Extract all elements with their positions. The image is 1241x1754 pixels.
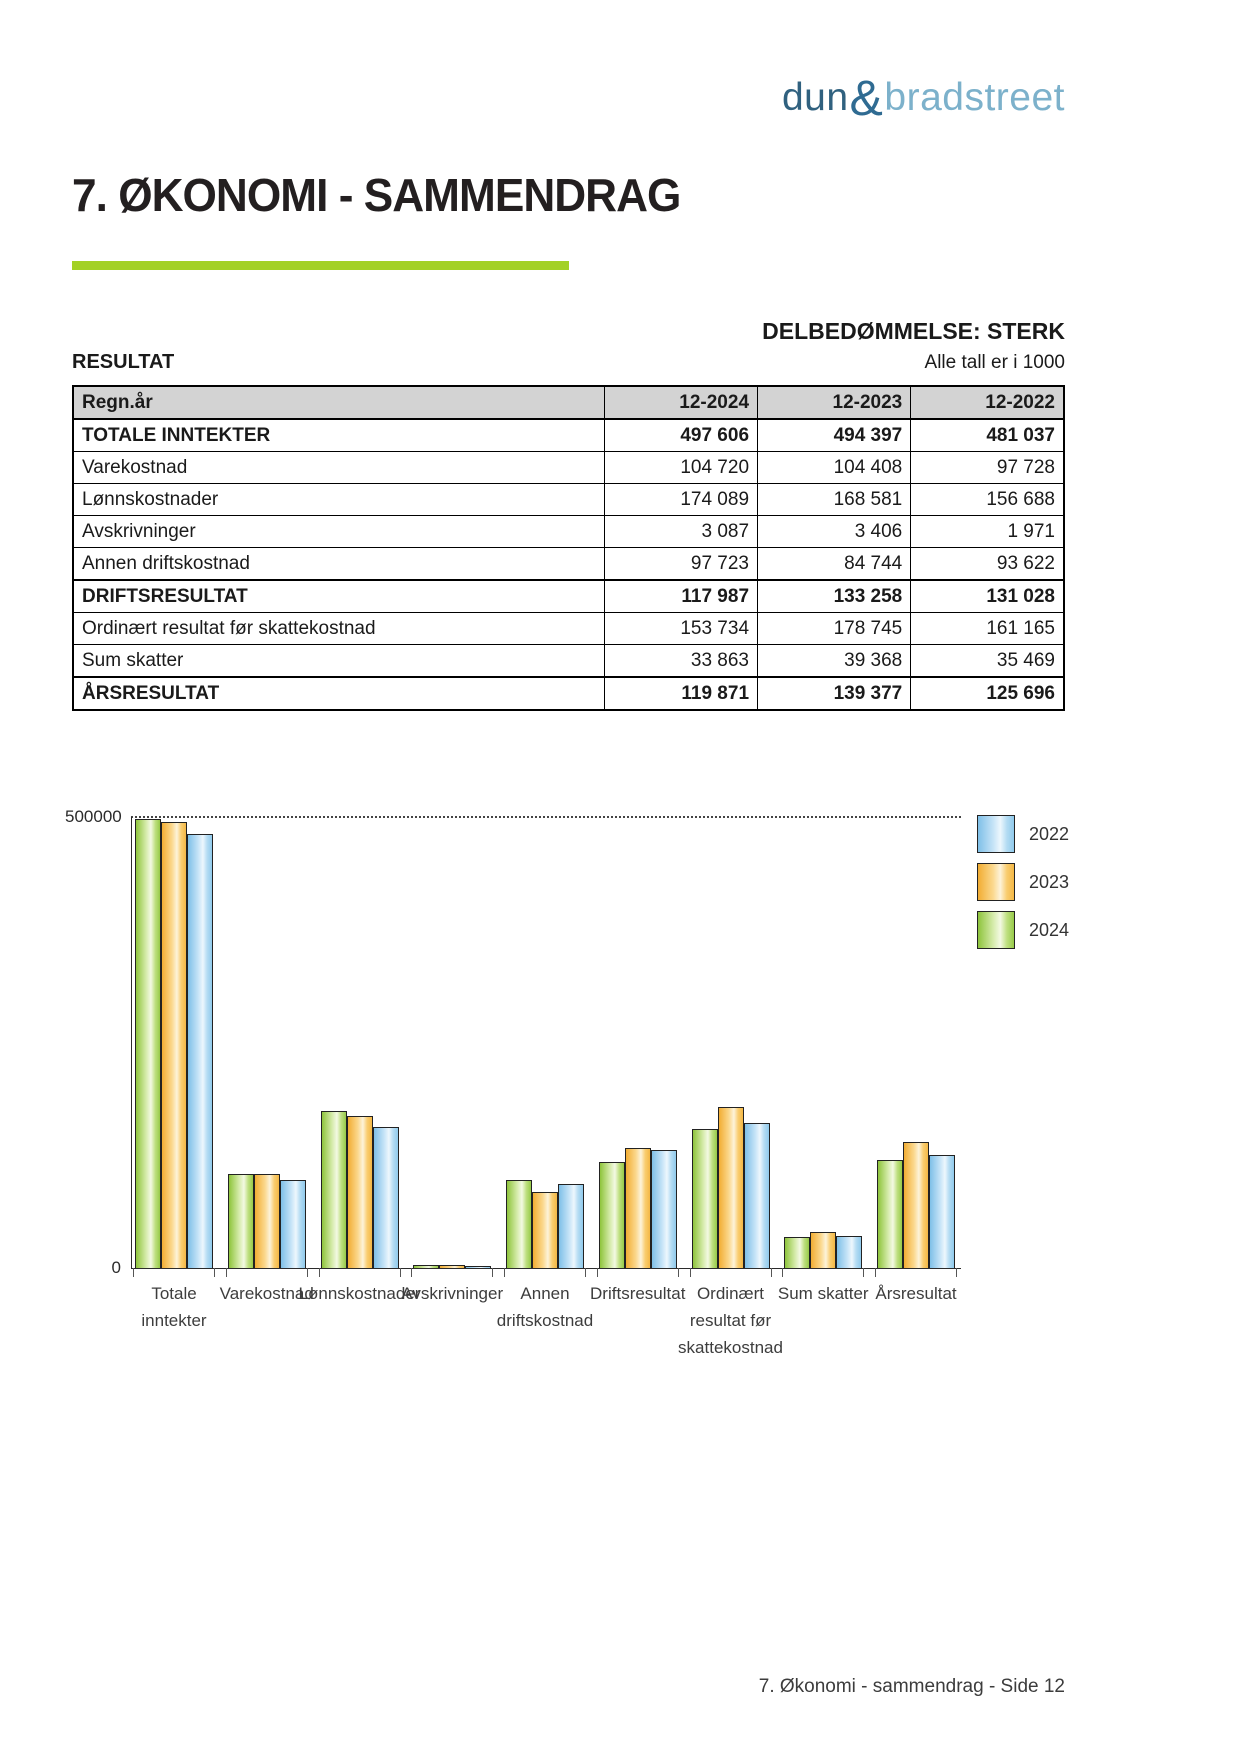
category-label: Varekostnad bbox=[219, 1284, 314, 1303]
table-row bbox=[73, 677, 1064, 710]
category-label: Totale inntekter bbox=[141, 1284, 207, 1330]
logo-text-dun: dun bbox=[781, 76, 849, 119]
row-label: Varekostnad bbox=[73, 452, 604, 484]
row-value: 104 720 bbox=[604, 452, 757, 484]
bar-2023 bbox=[254, 1174, 280, 1268]
table-row bbox=[73, 419, 1064, 452]
bar-2024 bbox=[692, 1129, 718, 1268]
x-axis-tick bbox=[400, 1268, 401, 1277]
x-axis-line bbox=[131, 1268, 961, 1269]
logo-text-bradstreet: bradstreet bbox=[884, 76, 1065, 119]
bar-2023 bbox=[718, 1107, 744, 1268]
accent-rule bbox=[72, 261, 569, 270]
bar-2022 bbox=[558, 1184, 584, 1268]
row-value: 125 696 bbox=[911, 677, 1064, 710]
legend-item-2023 bbox=[977, 863, 1069, 901]
bar-2023 bbox=[903, 1142, 929, 1268]
table-header-row bbox=[73, 386, 1064, 419]
row-value: 178 745 bbox=[758, 613, 911, 645]
x-axis-tick bbox=[411, 1268, 412, 1277]
row-value: 494 397 bbox=[758, 419, 911, 452]
table-header-cell: 12-2024 bbox=[604, 386, 757, 419]
bar-2024 bbox=[599, 1162, 625, 1268]
bar-2024 bbox=[506, 1180, 532, 1268]
bar-2024 bbox=[321, 1111, 347, 1268]
bar-chart bbox=[65, 790, 1175, 1400]
row-value: 131 028 bbox=[911, 580, 1064, 613]
row-value: 84 744 bbox=[758, 548, 911, 581]
bar-2022 bbox=[929, 1155, 955, 1268]
section-label-resultat: RESULTAT bbox=[72, 351, 175, 373]
bar-2023 bbox=[810, 1232, 836, 1268]
bar-2023 bbox=[439, 1265, 465, 1268]
y-axis-max-label: 500000 bbox=[65, 807, 122, 826]
bar-group bbox=[599, 817, 677, 1268]
row-value: 104 408 bbox=[758, 452, 911, 484]
x-axis-tick bbox=[771, 1268, 772, 1277]
row-value: 35 469 bbox=[911, 645, 1064, 678]
table-row bbox=[73, 452, 1064, 484]
row-value: 161 165 bbox=[911, 613, 1064, 645]
bar-2024 bbox=[784, 1237, 810, 1268]
assessment-heading: DELBEDØMMELSE: STERK bbox=[762, 318, 1065, 344]
table-header-cell: 12-2022 bbox=[911, 386, 1064, 419]
bar-2022 bbox=[465, 1266, 491, 1268]
x-axis-tick bbox=[585, 1268, 586, 1277]
row-value: 497 606 bbox=[604, 419, 757, 452]
table-row bbox=[73, 645, 1064, 678]
row-label: TOTALE INNTEKTER bbox=[73, 419, 604, 452]
row-value: 33 863 bbox=[604, 645, 757, 678]
row-value: 139 377 bbox=[758, 677, 911, 710]
bar-group bbox=[413, 817, 491, 1268]
bar-2023 bbox=[161, 822, 187, 1268]
x-axis-tick bbox=[319, 1268, 320, 1277]
x-axis-tick bbox=[133, 1268, 134, 1277]
bar-2022 bbox=[373, 1127, 399, 1268]
bar-group bbox=[135, 817, 213, 1268]
legend-label: 2023 bbox=[1029, 871, 1070, 892]
chart-legend bbox=[977, 815, 1069, 959]
x-axis-tick bbox=[863, 1268, 864, 1277]
table-row bbox=[73, 484, 1064, 516]
bar-2024 bbox=[135, 819, 161, 1268]
legend-item-2024 bbox=[977, 911, 1069, 949]
logo-ampersand-icon: & bbox=[849, 70, 884, 126]
legend-swatch-2024 bbox=[977, 911, 1015, 949]
table-row bbox=[73, 548, 1064, 581]
row-label: DRIFTSRESULTAT bbox=[73, 580, 604, 613]
category-label: Sum skatter bbox=[777, 1284, 869, 1303]
bar-group bbox=[506, 817, 584, 1268]
x-axis-tick bbox=[597, 1268, 598, 1277]
row-value: 1 971 bbox=[911, 516, 1064, 548]
y-axis-line bbox=[131, 817, 132, 1269]
legend-label: 2022 bbox=[1029, 823, 1070, 844]
legend-label: 2024 bbox=[1029, 919, 1070, 940]
bar-2022 bbox=[280, 1180, 306, 1268]
row-value: 117 987 bbox=[604, 580, 757, 613]
bar-2022 bbox=[836, 1236, 862, 1268]
row-value: 97 723 bbox=[604, 548, 757, 581]
category-label: Årsresultat bbox=[875, 1284, 957, 1303]
legend-swatch-2023 bbox=[977, 863, 1015, 901]
bar-group bbox=[877, 817, 955, 1268]
row-value: 3 087 bbox=[604, 516, 757, 548]
page-footer: 7. Økonomi - sammendrag - Side 12 bbox=[758, 1676, 1065, 1697]
table-header-cell: 12-2023 bbox=[758, 386, 911, 419]
category-label: Annen driftskostnad bbox=[496, 1284, 594, 1330]
row-value: 39 368 bbox=[758, 645, 911, 678]
row-value: 97 728 bbox=[911, 452, 1064, 484]
table-row bbox=[73, 613, 1064, 645]
legend-item-2022 bbox=[977, 815, 1069, 853]
x-axis-tick bbox=[875, 1268, 876, 1277]
table-header-cell: Regn.år bbox=[73, 386, 604, 419]
bar-group bbox=[784, 817, 862, 1268]
category-label: Avskrivninger bbox=[401, 1284, 504, 1303]
row-label: Sum skatter bbox=[73, 645, 604, 678]
bar-2024 bbox=[877, 1160, 903, 1268]
bar-group bbox=[228, 817, 306, 1268]
bar-group bbox=[692, 817, 770, 1268]
row-label: Ordinært resultat før skattekostnad bbox=[73, 613, 604, 645]
row-value: 119 871 bbox=[604, 677, 757, 710]
bar-2024 bbox=[228, 1174, 254, 1268]
x-axis-tick bbox=[214, 1268, 215, 1277]
category-label: Driftsresultat bbox=[590, 1284, 686, 1303]
bar-2023 bbox=[347, 1116, 373, 1268]
category-label: Lønnskostnader bbox=[298, 1284, 421, 1303]
bar-2023 bbox=[625, 1148, 651, 1268]
x-axis-tick bbox=[678, 1268, 679, 1277]
row-value: 133 258 bbox=[758, 580, 911, 613]
financial-table bbox=[72, 385, 1065, 711]
row-value: 3 406 bbox=[758, 516, 911, 548]
x-axis-tick bbox=[690, 1268, 691, 1277]
bar-2022 bbox=[744, 1123, 770, 1268]
category-label: Ordinært resultat før skattekostnad bbox=[678, 1284, 783, 1357]
legend-swatch-2022 bbox=[977, 815, 1015, 853]
row-value: 93 622 bbox=[911, 548, 1064, 581]
row-value: 174 089 bbox=[604, 484, 757, 516]
row-label: Lønnskostnader bbox=[73, 484, 604, 516]
x-axis-tick bbox=[492, 1268, 493, 1277]
page-title: 7. ØKONOMI - SAMMENDRAG bbox=[72, 169, 681, 221]
row-label: Annen driftskostnad bbox=[73, 548, 604, 581]
row-label: Avskrivninger bbox=[73, 516, 604, 548]
plot-area bbox=[135, 817, 955, 1268]
row-value: 153 734 bbox=[604, 613, 757, 645]
bar-2022 bbox=[651, 1150, 677, 1268]
table-row bbox=[73, 516, 1064, 548]
bar-2024 bbox=[413, 1265, 439, 1268]
x-axis-tick bbox=[504, 1268, 505, 1277]
bar-2023 bbox=[532, 1192, 558, 1268]
row-value: 168 581 bbox=[758, 484, 911, 516]
bar-group bbox=[321, 817, 399, 1268]
row-label: ÅRSRESULTAT bbox=[73, 677, 604, 710]
dun-bradstreet-logo bbox=[782, 72, 1065, 132]
bar-2022 bbox=[187, 834, 213, 1268]
x-axis-tick bbox=[307, 1268, 308, 1277]
units-note: Alle tall er i 1000 bbox=[924, 352, 1065, 373]
table-row bbox=[73, 580, 1064, 613]
x-axis-tick bbox=[226, 1268, 227, 1277]
x-axis-tick bbox=[782, 1268, 783, 1277]
x-axis-tick bbox=[956, 1268, 957, 1277]
y-axis-zero-label: 0 bbox=[111, 1258, 121, 1277]
row-value: 156 688 bbox=[911, 484, 1064, 516]
row-value: 481 037 bbox=[911, 419, 1064, 452]
